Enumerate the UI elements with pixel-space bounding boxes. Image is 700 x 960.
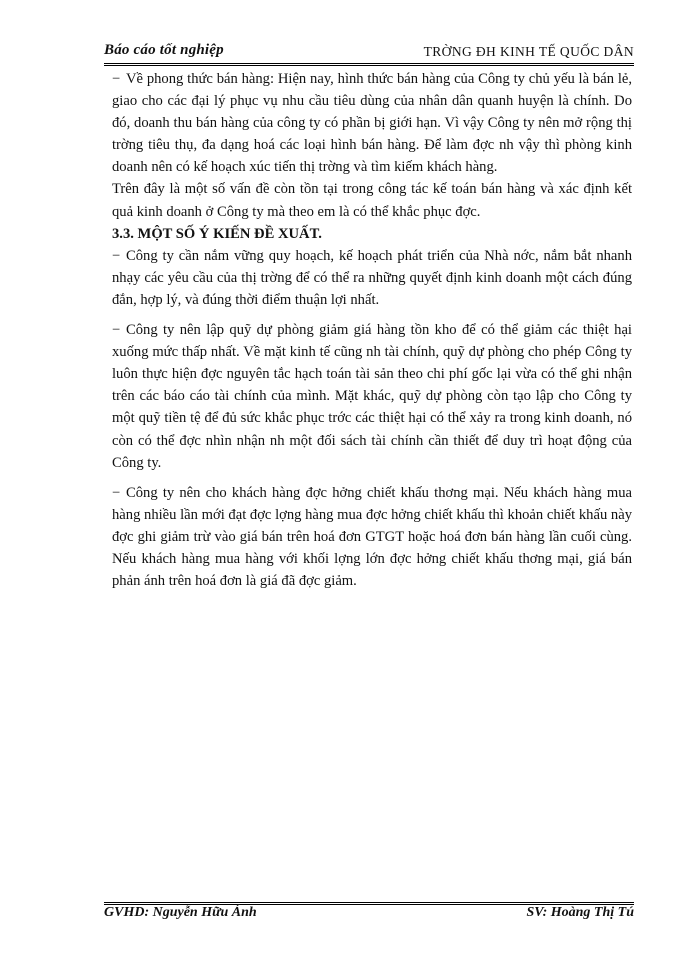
- dash-bullet: −: [112, 322, 121, 339]
- page-header: [104, 40, 634, 64]
- proposal-item: − Công ty nên lập quỹ dự phòng giảm giá hàng tồn kho để có thể giảm các thiệt hại xuống mức thấp nhất. Về mặt kinh tế cũng nh tài chính, quỹ dự phòng cho phép Công ty luôn thực hiện đợc nguyên tắc hạch toán tài sản theo chi phí gốc lại vừa có thể ghi nhận trên các báo cáo tài chính của mình. Mặt khác, quỹ dự phòng còn tạo lập cho Công ty một quỹ tiền tệ để đủ sức khắc phục trớc các thiệt hại có thể xảy ra trong kinh doanh, nó còn có thể đợc nhìn nhận nh một đối sách tài chính cần thiết để duy trì hoạt động của Công ty.: [112, 319, 632, 474]
- proposal-item: − Công ty nên cho khách hàng đợc hởng chiết khấu thơng mại. Nếu khách hàng mua hàng nhiều lần mới đạt đợc lợng hàng mua đợc hởng chiết khấu thì khoản chiết khấu này đợc ghi giảm trừ vào giá bán trên hoá đơn GTGT hoặc hoá đơn bán hàng lần cuối cùng. Nếu khách hàng mua hàng với khối lợng lớn đợc hởng chiết khấu thơng mại, giá bán phản ánh trên hoá đơn là giá đã đợc giảm.: [112, 482, 632, 592]
- paragraph-sales-method: − Về phong thức bán hàng: Hiện nay, hình thức bán hàng của Công ty chủ yếu là bán lẻ, giao cho các đại lý phục vụ nhu cầu tiêu dùng của nhân dân quanh huyện là chính. Do đó, doanh thu bán hàng của công ty có phần bị giới hạn. Vì vậy Công ty nên mở rộng thị trờng tiêu thụ, đa dạng hoá các loại hình bán hàng. Để làm đợc nh vậy thì phòng kinh doanh nên có kế hoạch xúc tiến thị trờng và tìm kiếm khách hàng.: [112, 68, 632, 178]
- page-content: [112, 68, 632, 592]
- student-name: SV: Hoàng Thị Tú: [526, 905, 634, 920]
- university-name: TRỜNG ĐH KINH TẾ QUỐC DÂN: [423, 44, 634, 59]
- dash-bullet: −: [112, 484, 121, 501]
- dash-bullet: −: [112, 71, 121, 87]
- supervisor-name: GVHD: Nguyễn Hữu Ánh: [104, 905, 257, 920]
- header-rule: [104, 63, 634, 66]
- paragraph-summary: Trên đây là một số vấn đề còn tồn tại trong công tác kế toán bán hàng và xác định kết quả kinh doanh ở Công ty mà theo em là có thể khắc phục đợc.: [112, 181, 632, 220]
- report-title: Báo cáo tốt nghiệp: [104, 42, 224, 58]
- proposal-item: − Công ty cần nắm vững quy hoạch, kế hoạch phát triển của Nhà nớc, nắm bắt nhanh nhạy các yêu cầu của thị trờng để có thể ra những quyết định kinh doanh một cách đúng đắn, hợp lý, và đúng thời điểm thuận lợi nhất.: [112, 245, 632, 311]
- section-heading: 3.3. MỘT SỐ Ý KIẾN ĐỀ XUẤT.: [112, 225, 322, 242]
- dash-bullet: −: [112, 247, 121, 264]
